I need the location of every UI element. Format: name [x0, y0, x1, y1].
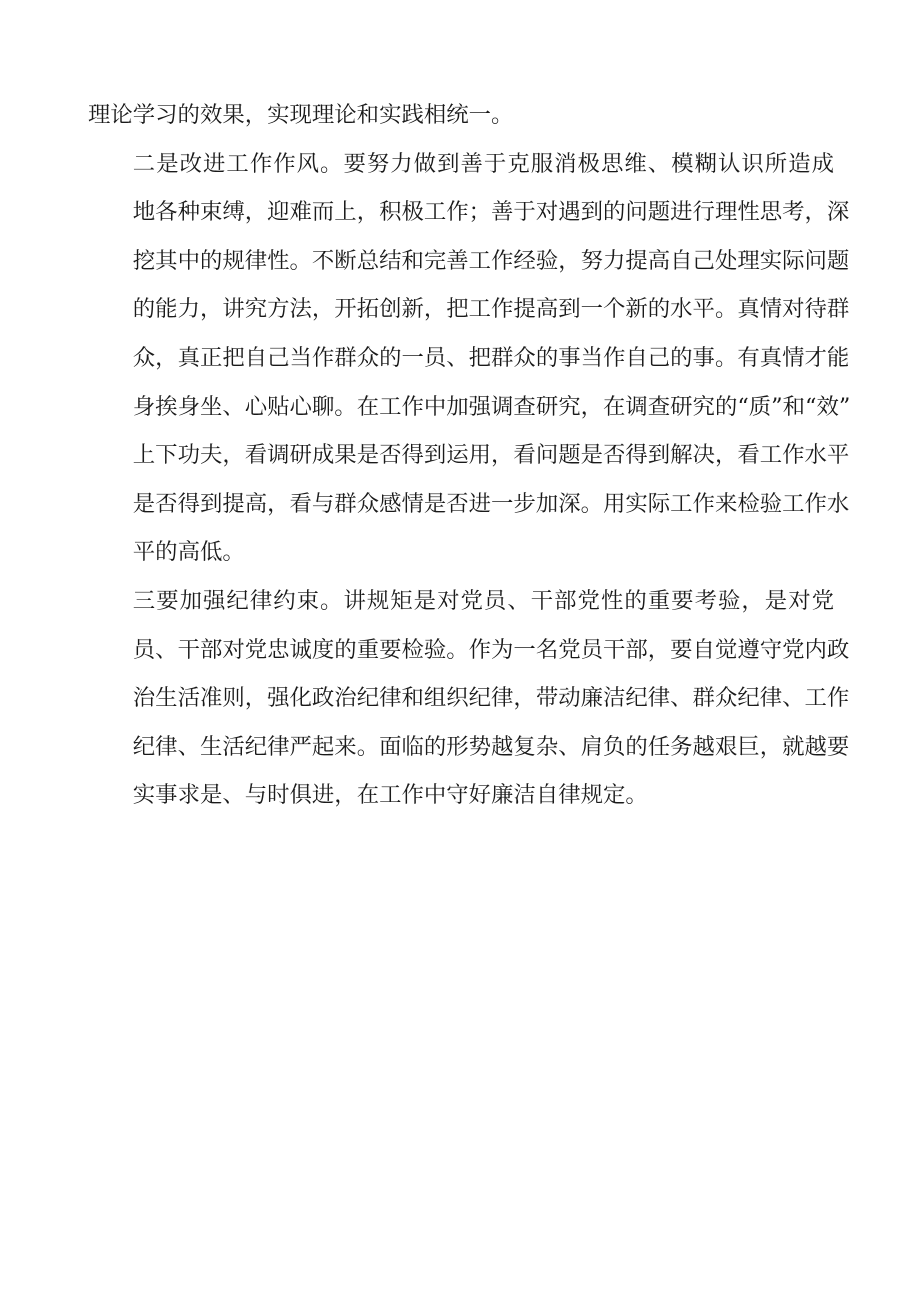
paragraph-line: 实事求是、与时俱进，在工作中守好廉洁自律规定。 [132, 782, 648, 809]
paragraph-line: 员、干部对党忠诚度的重要检验。作为一名党员干部，要自觉遵守党内政 [132, 636, 850, 663]
paragraph-line: 身挨身坐、心贴心聊。在工作中加强调查研究，在调查研究的“质”和“效” [132, 393, 851, 420]
paragraph-line: 是否得到提高，看与群众感情是否进一步加深。用实际工作来检验工作水 [132, 490, 850, 517]
paragraph-line: 二是改进工作作风。要努力做到善于克服消极思维、模糊认识所造成 [132, 150, 834, 177]
paragraph-line: 上下功夫，看调研成果是否得到运用，看问题是否得到解决，看工作水平 [132, 442, 850, 469]
paragraph-line: 挖其中的规律性。不断总结和完善工作经验，努力提高自己处理实际问题 [132, 247, 850, 274]
paragraph-3 [88, 577, 850, 820]
paragraph-line: 平的高低。 [132, 539, 245, 566]
paragraph-line: 众，真正把自己当作群众的一员、把群众的事当作自己的事。有真情才能 [132, 344, 850, 371]
paragraph-line: 地各种束缚，迎难而上，积极工作；善于对遇到的问题进行理性思考，深 [132, 199, 850, 226]
paragraph-line: 的能力，讲究方法，开拓创新，把工作提高到一个新的水平。真情对待群 [132, 296, 850, 323]
paragraph-2 [88, 140, 851, 577]
paragraph-line: 理论学习的效果，实现理论和实践相统一。 [88, 102, 514, 128]
paragraph-1 [88, 91, 834, 140]
paragraph-line: 治生活准则，强化政治纪律和组织纪律，带动廉洁纪律、群众纪律、工作 [132, 685, 850, 712]
paragraph-line: 三要加强纪律约束。讲规矩是对党员、干部党性的重要考验，是对党 [132, 587, 834, 614]
document-body [88, 91, 851, 820]
paragraph-line: 纪律、生活纪律严起来。面临的形势越复杂、肩负的任务越艰巨，就越要 [132, 733, 850, 760]
